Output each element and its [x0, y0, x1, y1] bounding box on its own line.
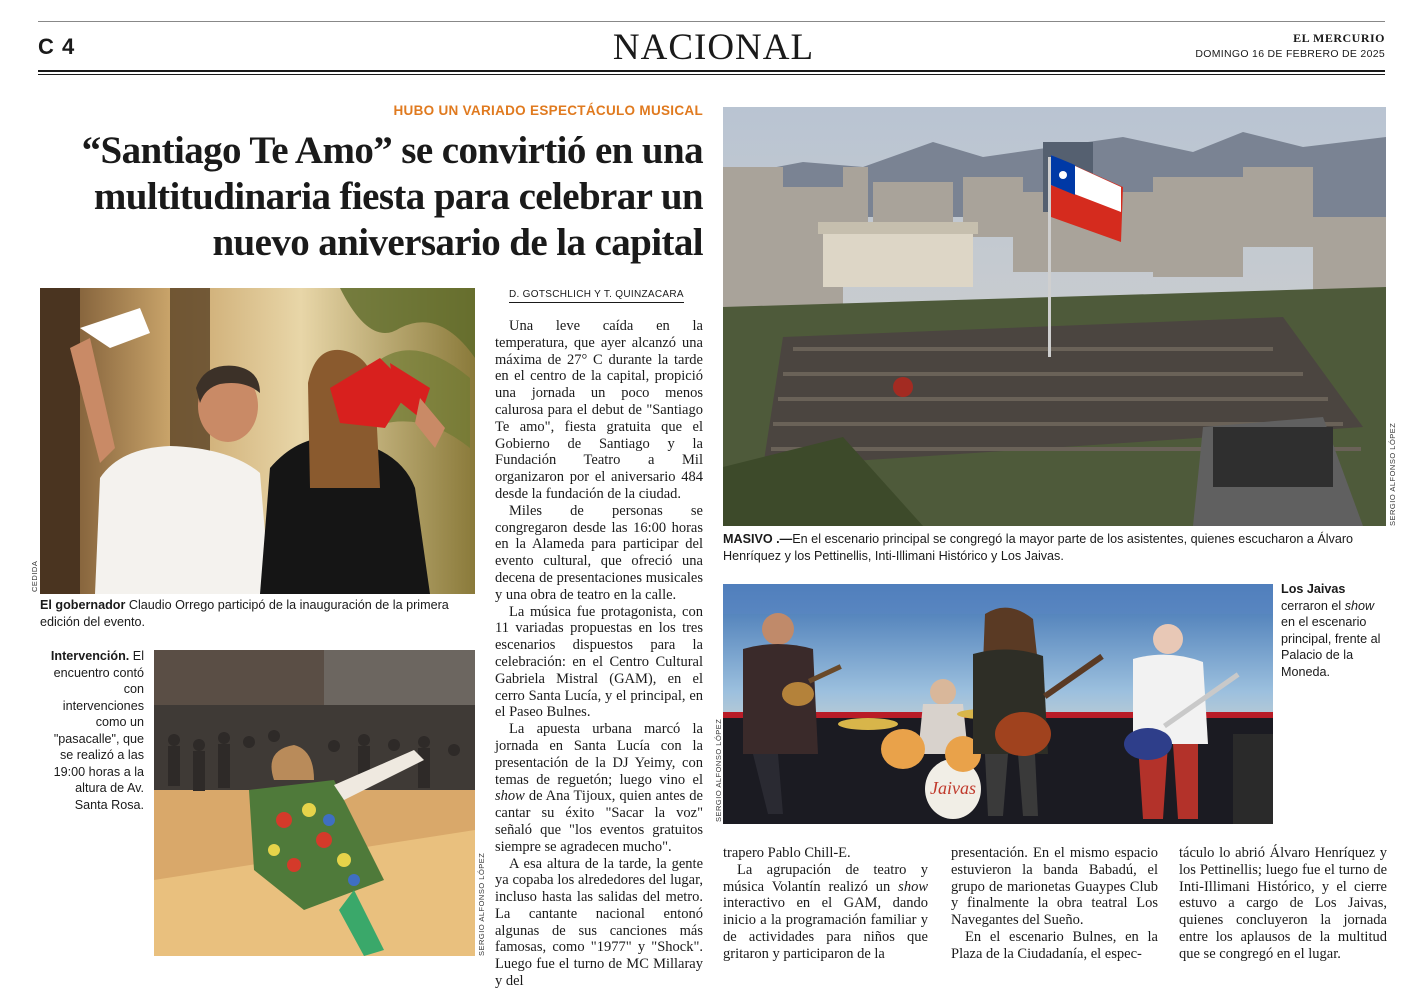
article-paragraph: La música fue protagonista, con 11 variadas propuestas en los tres escenarios dispuestos para la celebración: en el Centro Cultural Gabriela Mistral (GAM), en el cerro Santa Lucía, y el principal, en el Paseo Bulnes. — [495, 603, 703, 721]
band-photo — [723, 584, 1273, 824]
crowd-caption-text: En el escenario principal se congregó la mayor parte de los asistentes, quienes escucharon a Álvaro Henríquez y los Pettinellis, Inti-Illimani Histórico y Los Jaivas. — [723, 532, 1354, 563]
crowd-photo — [723, 107, 1386, 526]
article-text: interactivo en el GAM, dando inicio a la programación familiar y de actividades para niños que gritaron y participaron de la — [723, 895, 928, 962]
crowd-caption — [723, 531, 1386, 565]
band-photo-credit: SERGIO ALFONSO LÓPEZ — [714, 718, 723, 822]
parade-caption — [40, 648, 144, 813]
governor-caption-text: Claudio Orrego participó de la inauguración de la primera edición del evento. — [40, 598, 449, 629]
band-caption-italic: show — [1344, 598, 1375, 613]
article-paragraph: Una leve caída en la temperatura, que ayer alcanzó una máxima de 27° C durante la tarde en el centro de la capital, propició una jornada un poco menos calurosa para el debut de "Santiago Te amo", fiesta gratuita que el Gobierno de Santiago y la Fundación Teatro a Mil organizaron por el aniversario 484 desde la fundación de la ciudad. — [495, 318, 703, 502]
article-headline: “Santiago Te Amo” se convirtió en una multitudinaria fiesta para celebrar un nuevo aniversario de la capital — [81, 129, 703, 264]
article-body-column-3 — [951, 845, 1158, 963]
parade-caption-lead: Intervención. — [50, 649, 130, 663]
parade-photo-credit: SERGIO ALFONSO LÓPEZ — [477, 852, 486, 956]
article-continuation: presentación. En el mismo espacio estuvieron la banda Babadú, el grupo de marionetas Guaypes Club y finalmente la obra teatral Los Navegantes del Sueño. — [951, 845, 1158, 929]
governor-caption — [40, 597, 475, 631]
article-paragraph: Miles de personas se congregaron desde las 16:00 horas en la Alameda para participar del evento cultural, que ofreció una decena de presentaciones musicales y una obra de teatro en la calle. — [495, 502, 703, 603]
article-body-column-1 — [495, 318, 703, 990]
band-caption-lead: Los Jaivas — [1281, 582, 1346, 596]
band-caption-text: en el escenario principal, frente al Palacio de la Moneda. — [1281, 615, 1381, 679]
issue-date: DOMINGO 16 DE FEBRERO DE 2025 — [1195, 48, 1385, 60]
band-caption — [1281, 581, 1386, 680]
article-byline: D. GOTSCHLICH Y T. QUINZACARA — [509, 289, 684, 303]
article-text: La apuesta urbana marcó la jornada en Santa Lucía con la presentación de la DJ Yeimy, con temas de reguetón; luego vino el — [495, 721, 703, 788]
article-paragraph: En el escenario Bulnes, en la Plaza de la Ciudadanía, el espec- — [951, 928, 1158, 962]
article-continuation: táculo lo abrió Álvaro Henríquez y los Pettinellis; luego fue el turno de Inti-Illimani Histórico, y el cierre estuvo a cargo de Los Jaivas, quienes concluyeron la jornada entre los aplausos de la multitud que se congregó en el lugar. — [1179, 845, 1387, 962]
article-body-column-4 — [1179, 845, 1387, 963]
article-text-italic: show — [898, 878, 928, 895]
masthead — [1195, 31, 1385, 60]
page-number: C 4 — [38, 34, 76, 59]
article-paragraph — [723, 862, 928, 963]
governor-caption-lead: El gobernador — [40, 598, 126, 612]
article-text: de Ana Tijoux, quien antes de cantar su éxito "Sacar la voz" señaló que "los eventos gratuitos siempre se agradecen mucho". — [495, 788, 703, 855]
governor-photo — [40, 288, 475, 594]
article-paragraph: A esa altura de la tarde, la gente ya copaba los alrededores del lugar, incluso hasta las salidas del metro. La cantante nacional entonó algunas de sus canciones más famosas, como "1977" y "Shock". Luego fue el turno de MC Millaray y del — [495, 855, 703, 990]
article-text: La agrupación de teatro y música Volantín realizó un — [723, 861, 928, 895]
parade-caption-text: El encuentro contó con intervenciones como un "pasacalle", que se realizó a las 19:00 horas a la altura de Av. Santa Rosa. — [53, 649, 144, 812]
article-kicker: HUBO UN VARIADO ESPECTÁCULO MUSICAL — [393, 103, 703, 118]
crowd-caption-lead: MASIVO .— — [723, 532, 793, 546]
crowd-photo-credit: SERGIO ALFONSO LÓPEZ — [1388, 422, 1397, 526]
article-body-column-2 — [723, 845, 928, 963]
drum-logo-text: Jaivas — [930, 778, 976, 798]
band-caption-text: cerraron el — [1281, 598, 1345, 613]
governor-photo-credit: CEDIDA — [30, 560, 39, 592]
section-title: NACIONAL — [612, 27, 815, 68]
article-continuation: trapero Pablo Chill-E. — [723, 845, 851, 861]
article-text-italic: show — [495, 788, 525, 805]
parade-photo — [154, 650, 475, 956]
article-paragraph — [495, 721, 703, 855]
newspaper-name: EL MERCURIO — [1293, 31, 1385, 45]
